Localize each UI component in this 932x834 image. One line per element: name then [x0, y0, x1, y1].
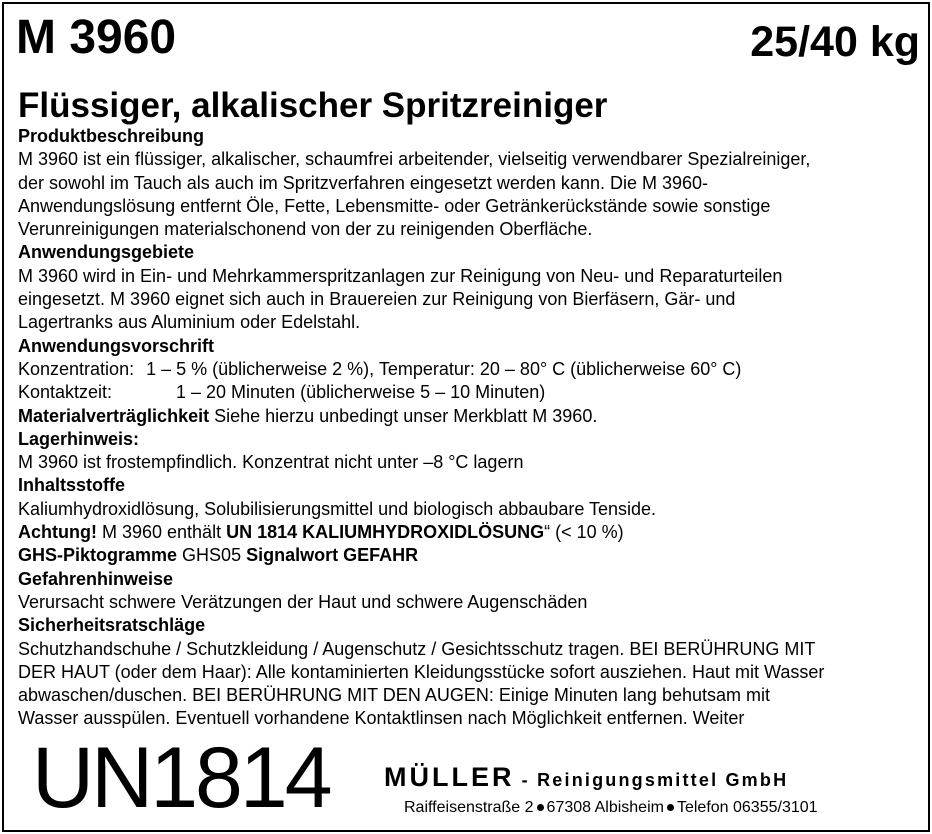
contact-time-value: 1 – 20 Minuten (üblicherweise 5 – 10 Minuten) — [176, 382, 546, 403]
ghs-code: GHS05 — [177, 545, 247, 566]
text-line: DER HAUT (oder dem Haar): Alle kontaminierten Kleidungsstücke sofort ausziehen. Haut mit Wasser — [18, 661, 825, 682]
text-line: M 3960 ist ein flüssiger, alkalischer, schaumfrei arbeitender, vielseitig verwendbarer Spezialreiniger, — [18, 149, 811, 170]
concentration-line — [18, 358, 918, 381]
ghs-label: GHS-Piktogramme — [18, 545, 178, 566]
heading-sicherheitsratschlaege: Sicherheitsratschläge — [18, 615, 206, 636]
text-line: Lagertranks aus Aluminium oder Edelstahl. — [18, 312, 361, 333]
bullet-icon — [537, 804, 544, 811]
warning-label: Achtung! — [18, 522, 97, 543]
text-line: Verunreinigungen materialschonend von der zu reinigenden Oberfläche. — [18, 219, 593, 240]
heading-anwendungsvorschrift: Anwendungsvorschrift — [18, 335, 215, 356]
un-number: UN1814 — [32, 730, 330, 826]
label-content — [18, 125, 918, 731]
company-address — [404, 796, 818, 820]
text-line: abwaschen/duschen. BEI BERÜHRUNG MIT DEN AUGEN: Einige Minuten lang behutsam mit — [18, 685, 770, 706]
warning-line — [18, 521, 918, 544]
signal-word: Signalwort GEFAHR — [246, 545, 419, 566]
bullet-icon — [667, 804, 674, 811]
concentration-value: 1 – 5 % (üblicherweise 2 %), Temperatur: 20 – 80° C (üblicherweise 60° C) — [146, 358, 742, 379]
contact-time-line — [18, 381, 918, 404]
package-weight: 25/40 kg — [750, 18, 920, 66]
heading-gefahrenhinweise: Gefahrenhinweise — [18, 568, 174, 589]
material-line — [18, 405, 918, 428]
text-line: Anwendungslösung entfernt Öle, Fette, Lebensmitte- oder Getränkerückstände sowie sonstige — [18, 195, 771, 216]
address-street: Raiffeisenstraße 2 — [404, 799, 534, 816]
address-city: 67308 Albisheim — [546, 799, 664, 816]
material-text: Siehe hierzu unbedingt unser Merkblatt M 3960. — [209, 405, 598, 426]
text-line: Schutzhandschuhe / Schutzkleidung / Augenschutz / Gesichtsschutz tragen. BEI BERÜHRUNG MIT — [18, 638, 816, 659]
concentration-label: Konzentration: — [18, 358, 135, 379]
text-line: Wasser ausspülen. Eventuell vorhandene Kontaktlinsen nach Möglichkeit entfernen. Weiter — [18, 708, 745, 729]
company-name — [384, 760, 788, 797]
heading-inhaltsstoffe: Inhaltsstoffe — [18, 475, 126, 496]
warning-text: M 3960 enthält — [96, 522, 227, 543]
warning-substance: UN 1814 KALIUMHYDROXIDLÖSUNG — [226, 522, 545, 543]
brand-name: MÜLLER — [384, 762, 515, 792]
contact-time-label: Kontaktzeit: — [18, 382, 113, 403]
product-label — [2, 2, 930, 832]
ghs-line — [18, 544, 918, 567]
heading-anwendungsgebiete: Anwendungsgebiete — [18, 242, 195, 263]
storage-text: M 3960 ist frostempfindlich. Konzentrat nicht unter –8 °C lagern — [18, 452, 524, 473]
ingredients-text: Kaliumhydroxidlösung, Solubilisierungsmittel und biologisch abbaubare Tenside. — [18, 498, 657, 519]
address-phone: Telefon 06355/3101 — [676, 799, 818, 816]
product-code: M 3960 — [16, 11, 177, 64]
heading-produktbeschreibung: Produktbeschreibung — [18, 126, 205, 146]
text-line: der sowohl im Tauch als auch im Spritzverfahren eingesetzt werden kann. Die M 3960- — [18, 172, 709, 193]
company-suffix: - Reinigungsmittel GmbH — [514, 770, 789, 790]
product-title: Flüssiger, alkalischer Spritzreiniger — [18, 86, 608, 125]
heading-lagerhinweis: Lagerhinweis: — [18, 428, 140, 449]
text-line: eingesetzt. M 3960 eignet sich auch in Brauereien zur Reinigung von Bierfäsern, Gär- und — [18, 289, 736, 310]
warning-concentration: “ (< 10 %) — [544, 522, 624, 543]
hazard-text: Verursacht schwere Verätzungen der Haut und schwere Augenschäden — [18, 591, 588, 612]
text-line: M 3960 wird in Ein- und Mehrkammerspritzanlagen zur Reinigung von Neu- und Reparaturteilen — [18, 265, 783, 286]
material-label: Materialverträglichkeit — [18, 405, 210, 426]
